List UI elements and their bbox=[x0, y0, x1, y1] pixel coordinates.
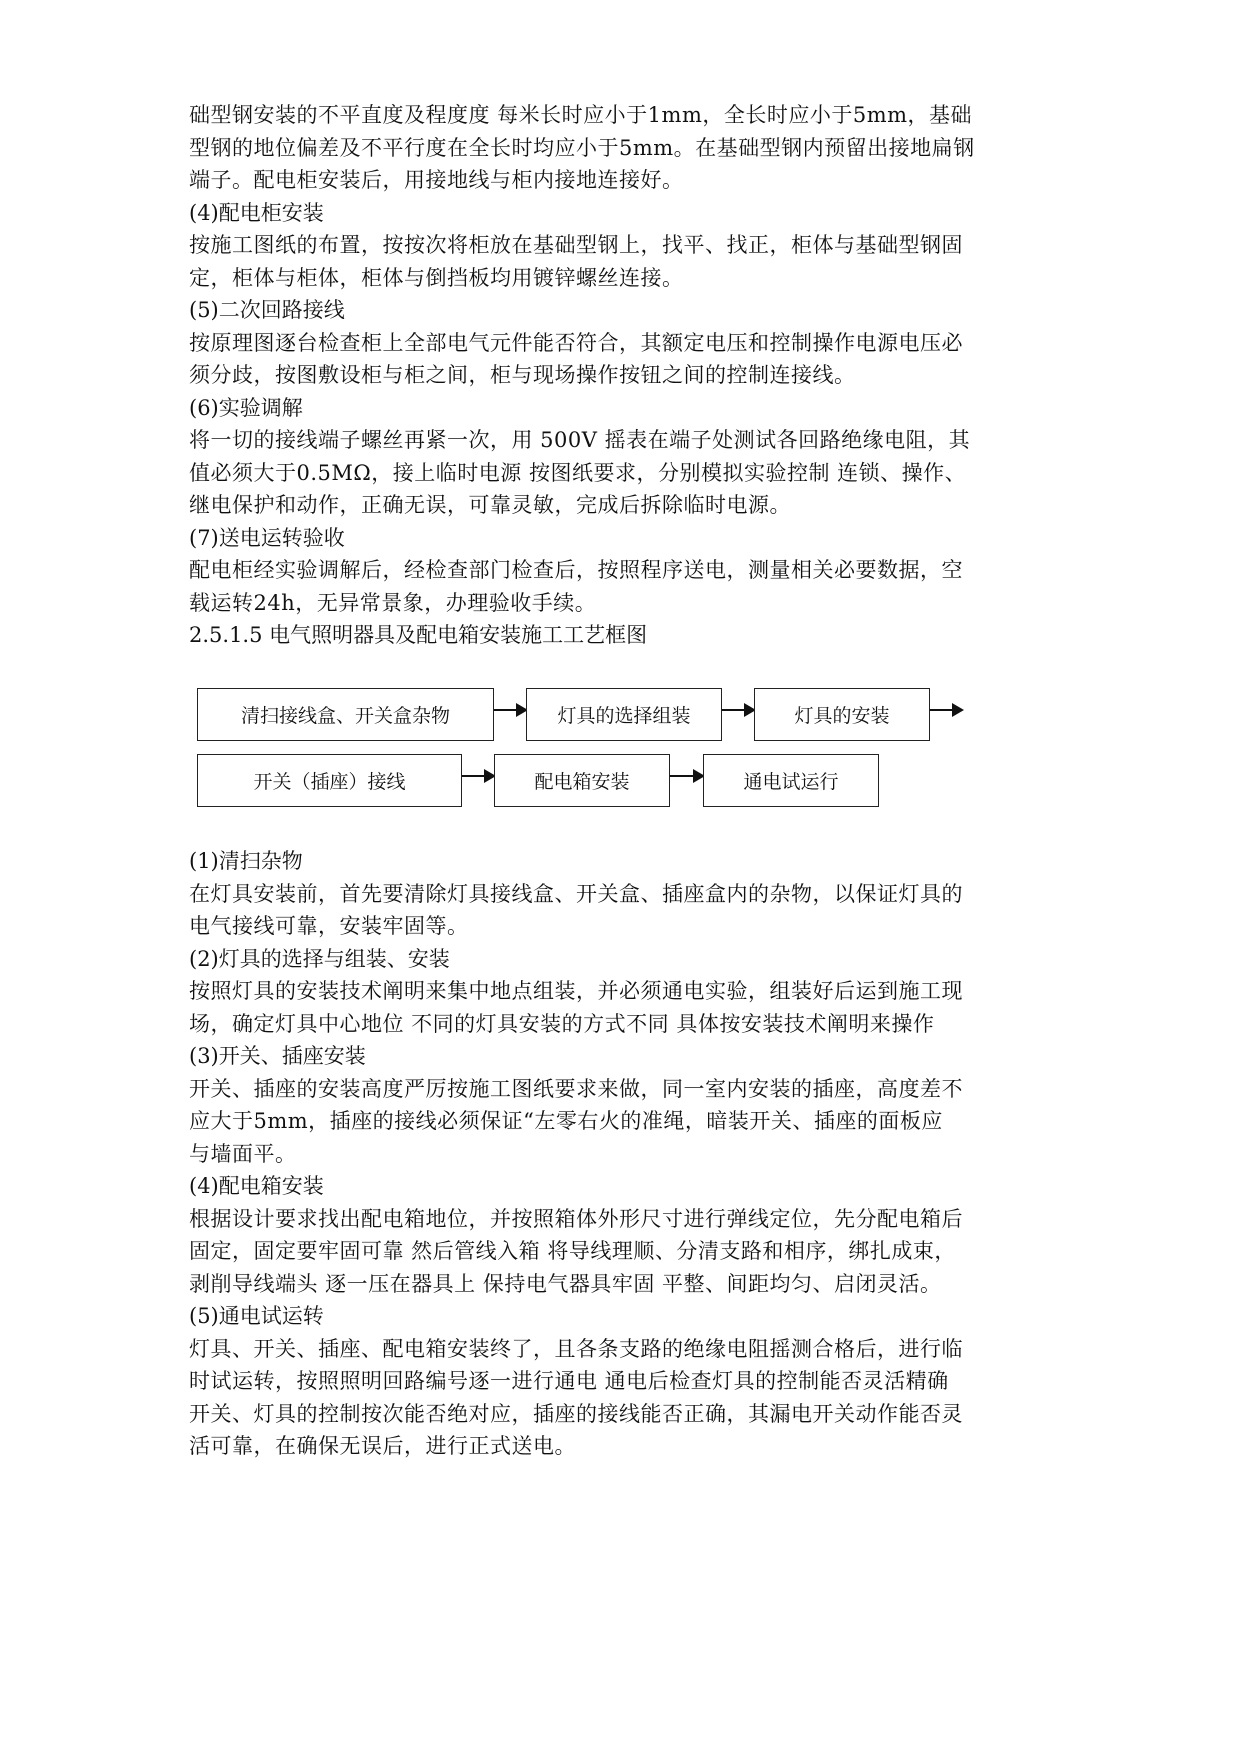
paragraph-line: 按施工图纸的布置，按按次将柜放在基础型钢上，找平、找正，柜体与基础型钢固 bbox=[189, 233, 963, 257]
paragraph-line: 型钢的地位偏差及不平行度在全长时均应小于5mm。在基础型钢内预留出接地扁钢 bbox=[189, 135, 975, 160]
top-text-section bbox=[189, 99, 1069, 652]
flow-step-distribution-box: 配电箱安装 bbox=[494, 754, 670, 807]
section-heading: (4)配电箱安装 bbox=[189, 1174, 324, 1198]
paragraph-line: 根据设计要求找出配电箱地位，并按照箱体外形尺寸进行弹线定位，先分配电箱后 bbox=[189, 1206, 963, 1231]
paragraph-line: 在灯具安装前，首先要清除灯具接线盒、开关盒、插座盒内的杂物，以保证灯具的 bbox=[189, 881, 963, 906]
paragraph-line: 固定，固定要牢固可靠 然后管线入箱 将导线理顺、分清支路和相序，绑扎成束， bbox=[189, 1239, 956, 1263]
paragraph-line: 与墙面平。 bbox=[189, 1141, 297, 1166]
section-heading: (1)清扫杂物 bbox=[189, 849, 303, 873]
figure-caption: 2.5.1.5 电气照明器具及配电箱安装施工工艺框图 bbox=[189, 623, 648, 647]
paragraph-line: 开关、插座的安装高度严厉按施工图纸要求来做，同一室内安装的插座，高度差不 bbox=[189, 1076, 963, 1101]
paragraph-line: 应大于5mm，插座的接线必须保证“左零右火的准绳，暗装开关、插座的面板应 bbox=[189, 1109, 943, 1133]
flow-step-switch-wiring: 开关（插座）接线 bbox=[197, 754, 462, 807]
flow-step-trial-run: 通电试运行 bbox=[703, 754, 879, 807]
paragraph-line: 开关、灯具的控制按次能否绝对应，插座的接线能否正确，其漏电开关动作能否灵 bbox=[189, 1401, 963, 1426]
paragraph-line: 载运转24h，无异常景象，办理验收手续。 bbox=[189, 590, 597, 615]
section-heading: (4)配电柜安装 bbox=[189, 200, 324, 225]
paragraph-line: 将一切的接线端子螺丝再紧一次，用 500V 摇表在端子处测试各回路绝缘电阻，其 bbox=[189, 428, 971, 452]
paragraph-line: 配电柜经实验调解后，经检查部门检查后，按照程序送电，测量相关必要数据，空 bbox=[189, 558, 963, 582]
section-heading: (5)二次回路接线 bbox=[189, 298, 345, 322]
paragraph-line: 灯具、开关、插座、配电箱安装终了，且各条支路的绝缘电阻摇测合格后，进行临 bbox=[189, 1336, 963, 1361]
paragraph-line: 时试运转，按照照明回路编号逐一进行通电 通电后检查灯具的控制能否灵活精确 bbox=[189, 1369, 949, 1393]
flow-step-install-fixtures: 灯具的安装 bbox=[754, 688, 930, 741]
section-heading: (5)通电试运转 bbox=[189, 1304, 324, 1328]
paragraph-line: 活可靠，在确保无误后，进行正式送电。 bbox=[189, 1434, 576, 1458]
paragraph-line: 剥削导线端头 逐一压在器具上 保持电气器具牢固 平整、间距均匀、启闭灵活。 bbox=[189, 1271, 942, 1296]
paragraph-line: 值必须大于0.5MΩ，接上临时电源 按图纸要求，分别模拟实验控制 连锁、操作、 bbox=[189, 460, 967, 485]
paragraph-line: 端子。配电柜安装后，用接地线与柜内接地连接好。 bbox=[189, 168, 684, 192]
section-heading: (7)送电运转验收 bbox=[189, 525, 345, 550]
paragraph-line: 须分歧，按图敷设柜与柜之间，柜与现场操作按钮之间的控制连接线。 bbox=[189, 363, 856, 387]
paragraph-line: 定，柜体与柜体，柜体与倒挡板均用镀锌螺丝连接。 bbox=[189, 265, 684, 290]
section-heading: (2)灯具的选择与组装、安装 bbox=[189, 946, 450, 971]
flow-arrow-icon bbox=[462, 775, 494, 777]
flow-step-select-assemble: 灯具的选择组装 bbox=[526, 688, 722, 741]
flow-arrow-icon bbox=[494, 709, 526, 711]
flow-arrow-icon bbox=[670, 775, 703, 777]
flow-arrow-icon bbox=[930, 709, 962, 711]
paragraph-line: 电气接线可靠，安装牢固等。 bbox=[189, 914, 469, 938]
paragraph-line: 按原理图逐台检查柜上全部电气元件能否符合，其额定电压和控制操作电源电压必 bbox=[189, 330, 963, 355]
paragraph-line: 继电保护和动作，正确无误，可靠灵敏，完成后拆除临时电源。 bbox=[189, 493, 791, 517]
section-heading: (6)实验调解 bbox=[189, 395, 303, 420]
bottom-text-section bbox=[189, 845, 1069, 1463]
flow-arrow-icon bbox=[722, 709, 754, 711]
section-heading: (3)开关、插座安装 bbox=[189, 1044, 366, 1068]
flow-step-clean-boxes: 清扫接线盒、开关盒杂物 bbox=[197, 688, 494, 741]
paragraph-line: 场，确定灯具中心地位 不同的灯具安装的方式不同 具体按安装技术阐明来操作 bbox=[189, 1011, 935, 1036]
paragraph-line: 础型钢安装的不平直度及程度度 每米长时应小于1mm，全长时应小于5mm，基础 bbox=[189, 103, 973, 127]
paragraph-line: 按照灯具的安装技术阐明来集中地点组装，并必须通电实验，组装好后运到施工现 bbox=[189, 979, 963, 1003]
